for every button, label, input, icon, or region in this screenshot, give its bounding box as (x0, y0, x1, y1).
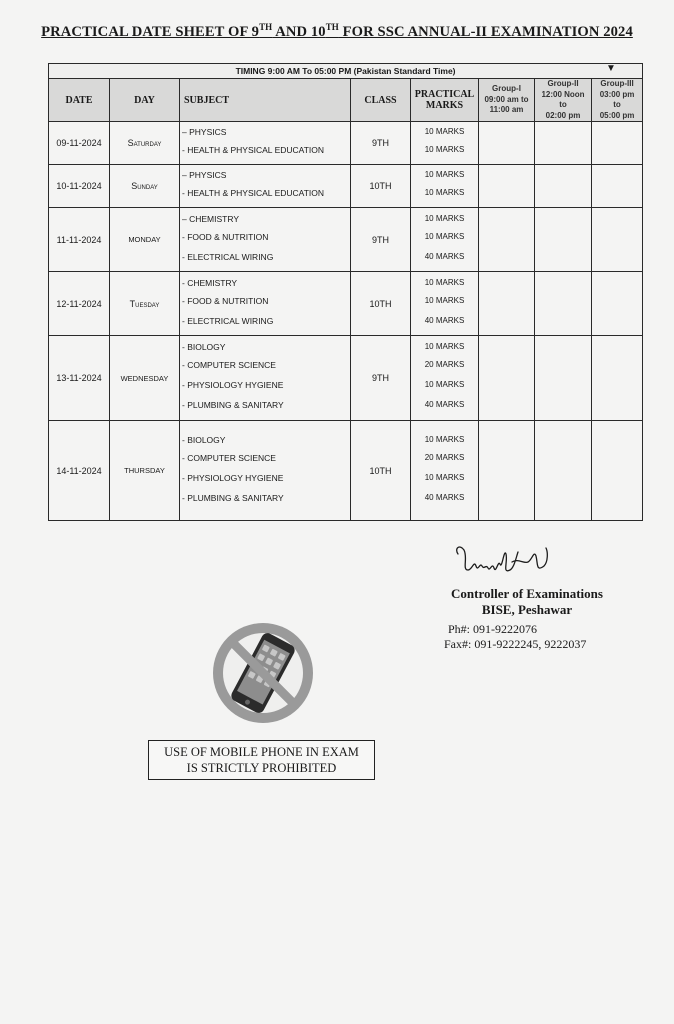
marks-cell (411, 165, 479, 208)
day-cell: MONDAY (110, 208, 180, 272)
marks-item: 10 MARKS (424, 213, 465, 223)
group-2-cell (535, 421, 592, 521)
schedule-row (49, 421, 643, 521)
group-1-cell (479, 272, 535, 336)
phone-number: Ph#: 091-9222076 (448, 622, 538, 636)
header-group-3: Group-III 03:00 pm to 05:00 pm (592, 79, 643, 122)
marks-item: 10 MARKS (424, 188, 465, 197)
signature (452, 540, 552, 582)
subject-item: – PHYSICS (182, 170, 227, 180)
subject-item: - BIOLOGY (182, 434, 226, 445)
marks-item: 10 MARKS (424, 277, 465, 287)
group-1-cell (479, 165, 535, 208)
group-3-cell (592, 272, 643, 336)
header-subject: SUBJECT (180, 79, 351, 122)
date-cell: 10-11-2024 (49, 165, 110, 208)
marks-item: 40 MARKS (424, 400, 465, 409)
marks-cell (411, 421, 479, 521)
marks-cell (411, 122, 479, 165)
marks-item: 40 MARKS (424, 251, 465, 261)
marks-item: 40 MARKS (424, 492, 465, 502)
marks-item: 10 MARKS (424, 434, 465, 444)
subject-item: – CHEMISTRY (182, 213, 239, 224)
controller-title: Controller of Examinations (451, 586, 603, 601)
class-cell: 9TH (351, 208, 411, 272)
group-2-cell (535, 208, 592, 272)
date-cell: 14-11-2024 (49, 421, 110, 521)
subject-item: - PLUMBING & SANITARY (182, 400, 284, 410)
subject-cell (180, 165, 351, 208)
day-cell: THURSDAY (110, 421, 180, 521)
marks-item: 10 MARKS (424, 145, 465, 154)
marks-item: 10 MARKS (424, 472, 465, 482)
group-2-cell (535, 165, 592, 208)
schedule-row (49, 208, 643, 272)
marks-cell (411, 336, 479, 421)
subject-item: - HEALTH & PHYSICAL EDUCATION (182, 145, 325, 155)
mobile-phone-notice: USE OF MOBILE PHONE IN EXAM IS STRICTLY PROHIBITED (148, 740, 375, 780)
class-cell: 9TH (351, 122, 411, 165)
header-practical-marks: PRACTICAL MARKS (411, 79, 479, 122)
marks-item: 10 MARKS (424, 295, 465, 305)
marks-item: 10 MARKS (424, 231, 465, 241)
class-cell: 9TH (351, 336, 411, 421)
group-3-cell (592, 421, 643, 521)
subject-cell (180, 336, 351, 421)
subject-item: - FOOD & NUTRITION (182, 295, 269, 306)
group-3-cell (592, 165, 643, 208)
class-cell: 10TH (351, 165, 411, 208)
marks-item: 20 MARKS (424, 360, 465, 369)
class-cell: 10TH (351, 421, 411, 521)
group-2-cell (535, 272, 592, 336)
header-class: CLASS (351, 79, 411, 122)
timing-banner: TIMING 9:00 AM To 05:00 PM (Pakistan Standard Time) (49, 64, 643, 79)
subject-cell (180, 272, 351, 336)
subject-item: - HEALTH & PHYSICAL EDUCATION (182, 188, 325, 198)
controller-org: BISE, Peshawar (481, 602, 573, 617)
subject-cell (180, 208, 351, 272)
subject-item: - COMPUTER SCIENCE (182, 452, 276, 463)
group-1-cell (479, 336, 535, 421)
day-cell: Saturday (110, 122, 180, 165)
subject-item: - COMPUTER SCIENCE (182, 360, 276, 370)
group-3-cell (592, 122, 643, 165)
marks-item: 10 MARKS (424, 342, 465, 351)
marks-item: 10 MARKS (424, 170, 465, 179)
header-group-2: Group-II 12:00 Noon to 02:00 pm (535, 79, 592, 122)
subject-item: - ELECTRICAL WIRING (182, 315, 274, 326)
marks-cell (411, 272, 479, 336)
page-title: PRACTICAL DATE SHEET OF 9TH AND 10TH FOR SSC ANNUAL-II EXAMINATION 2024 (41, 22, 633, 40)
group-1-cell (479, 208, 535, 272)
subject-cell (180, 421, 351, 521)
subject-cell (180, 122, 351, 165)
schedule-row (49, 122, 643, 165)
subject-item: - BIOLOGY (182, 342, 226, 352)
class-cell: 10TH (351, 272, 411, 336)
header-date: DATE (49, 79, 110, 122)
date-sheet-table (48, 63, 643, 521)
subject-item: - PHYSIOLOGY HYGIENE (182, 380, 284, 390)
subject-item: - PHYSIOLOGY HYGIENE (182, 472, 284, 483)
group-1-cell (479, 122, 535, 165)
marks-item: 10 MARKS (424, 127, 465, 136)
group-1-cell (479, 421, 535, 521)
no-mobile-phone-icon (209, 619, 317, 727)
date-cell: 11-11-2024 (49, 208, 110, 272)
schedule-row (49, 165, 643, 208)
group-3-cell (592, 336, 643, 421)
day-cell: WEDNESDAY (110, 336, 180, 421)
controller-signature-block (412, 586, 642, 618)
day-cell: Sunday (110, 165, 180, 208)
date-cell: 12-11-2024 (49, 272, 110, 336)
date-cell: 13-11-2024 (49, 336, 110, 421)
marks-item: 10 MARKS (424, 380, 465, 389)
fax-number: Fax#: 091-9222245, 9222037 (444, 637, 587, 651)
marks-item: 20 MARKS (424, 452, 465, 462)
group-2-cell (535, 122, 592, 165)
date-cell: 09-11-2024 (49, 122, 110, 165)
schedule-row (49, 272, 643, 336)
subject-item: - ELECTRICAL WIRING (182, 251, 274, 262)
marks-cell (411, 208, 479, 272)
header-group-1: Group-I 09:00 am to 11:00 am (479, 79, 535, 122)
subject-item: - CHEMISTRY (182, 277, 238, 288)
header-day: DAY (110, 79, 180, 122)
subject-item: – PHYSICS (182, 127, 227, 137)
subject-item: - PLUMBING & SANITARY (182, 492, 284, 503)
ink-mark: ▼ (606, 63, 616, 74)
group-2-cell (535, 336, 592, 421)
subject-item: - FOOD & NUTRITION (182, 231, 269, 242)
marks-item: 40 MARKS (424, 315, 465, 325)
group-3-cell (592, 208, 643, 272)
schedule-row (49, 336, 643, 421)
day-cell: Tuesday (110, 272, 180, 336)
contact-info (444, 622, 587, 652)
